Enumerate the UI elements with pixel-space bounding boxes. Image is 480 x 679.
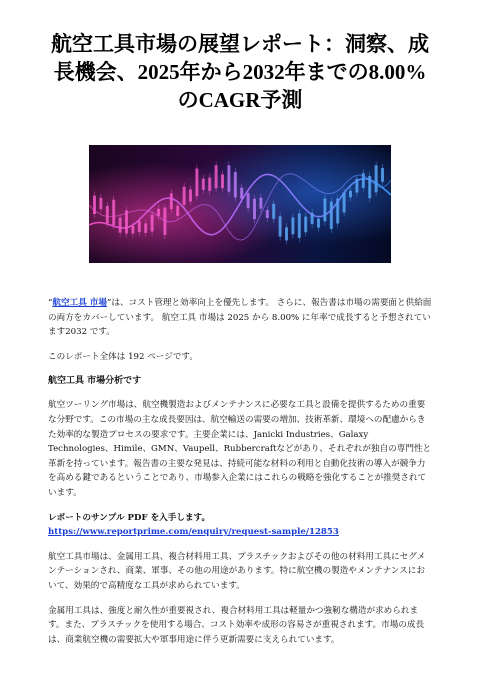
hero-candle-body	[176, 206, 179, 216]
hero-candle-body	[157, 209, 160, 216]
market-link[interactable]: 航空工具 市場	[52, 298, 107, 308]
hero-chart-image	[89, 145, 391, 263]
hero-candle-body	[349, 191, 352, 198]
hero-candle-body	[298, 213, 301, 237]
intro-quote-open: “	[48, 298, 53, 308]
hero-candle-body	[259, 198, 262, 209]
hero-candle-body	[234, 172, 237, 197]
sample-link[interactable]: https://www.reportprime.com/enquiry/request-sample/12853	[48, 527, 339, 538]
hero-candle-body	[272, 204, 275, 219]
page-title: 航空工具市場の展望レポート：洞察、成長機会、2025年から2032年までの8.00%のCAGR予測	[51, 32, 429, 112]
hero-candle-body	[99, 198, 102, 209]
hero-candle-body	[189, 189, 192, 201]
intro-paragraph	[48, 296, 432, 340]
hero-candle-body	[151, 215, 154, 232]
hero-candle-body	[304, 217, 307, 233]
hero-candle-body	[195, 169, 198, 197]
sample-label: レポートのサンプル PDF を入手します。	[48, 512, 211, 523]
hero-candle-body	[285, 227, 288, 240]
hero-candle-body	[170, 193, 173, 209]
hero-candle-body	[202, 179, 205, 190]
materials-paragraph: 金属用工具は、強度と耐久性が重要視され、複合材料用工具は軽量かつ強靭な構造が求められます。また、プラスチックを使用する場合、コスト効率や成形の容易さが重視されます。市場の成長は、商業航空機の需要拡大や軍事用途に伴う更新需要に支えられています。	[48, 605, 425, 645]
hero-candle-body	[221, 174, 224, 188]
hero-candle-body	[279, 216, 282, 236]
hero-candle-body	[323, 198, 326, 221]
sample-paragraph	[48, 511, 432, 540]
hero-candle-body	[381, 168, 384, 182]
intro-text: ”は、コスト管理と効率向上を優先します。 さらに、報告書は市場の需要面と供給面の両方をカバーしています。 航空工具 市場は 2025 から 8.00% に年率で成長すると予想されています2032 です。	[48, 298, 432, 338]
hero-candle-body	[227, 165, 230, 191]
segmentation-paragraph: 航空工具市場は、金属用工具、複合材料用工具、プラスチックおよびその他の材料用工具にセグメンテーションされ、商業、軍事、その他の用途があります。特に航空機の製造やメンテナンスにおいて、効果的で高精度な工具が求められています。	[48, 551, 426, 591]
hero-candle-body	[247, 193, 250, 208]
hero-candle-body	[183, 187, 186, 205]
analysis-paragraph: 航空ツーリング市場は、航空機製造およびメンテナンスに必要な工具と設備を提供するための重要な分野です。この市場の主な成長要因は、航空輸送の需要の増加、技術革新、環境への配慮からきた効率的な製造プロセスの要求です。主要企業には、Janicki Industries、Galaxy Technologies、Himile、GMN、Vaupell、Rubbercraftなどがあり、それぞれが独自の専門性と革新を持っています。報告書の主要な発見は、持続可能な材料の利用と自動化技術の導入が競争力を高める鍵であるということであり、市場参入企業にはこれらの戦略を強化することが推奨されています。	[48, 400, 432, 498]
hero-candle-body	[112, 200, 115, 225]
hero-candle-body	[215, 165, 218, 188]
hero-candle-body	[208, 178, 211, 191]
hero-candle-body	[330, 202, 333, 229]
hero-candle-body	[119, 218, 122, 233]
page-count-text: このレポート全体は 192 ページです。	[48, 351, 198, 362]
hero-candle-body	[253, 199, 256, 219]
hero-candle-body	[317, 219, 320, 228]
hero-candle-body	[131, 226, 134, 234]
analysis-heading: 航空工具 市場分析です	[48, 376, 142, 387]
hero-candle-body	[144, 223, 147, 232]
hero-candle-body	[106, 206, 109, 223]
hero-candle-body	[291, 217, 294, 234]
hero-candle-body	[375, 165, 378, 192]
hero-candle-body	[266, 210, 269, 218]
hero-candle-body	[138, 221, 141, 232]
